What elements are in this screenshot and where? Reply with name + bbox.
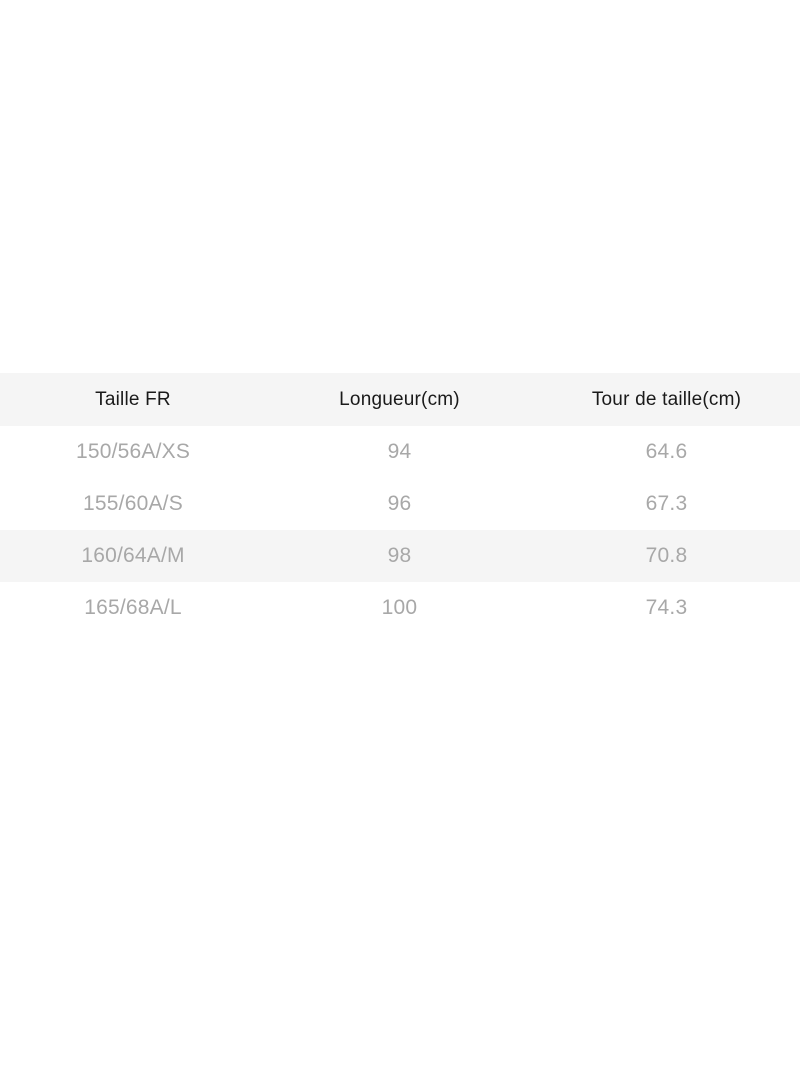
cell-length: 94 [387,440,412,463]
cell-size: 160/64A/M [81,544,185,567]
column-header-waist: Tour de taille(cm) [591,389,742,410]
cell-length: 100 [381,596,418,619]
column-header-length: Longueur(cm) [339,389,460,410]
cell-waist: 67.3 [645,492,688,515]
cell-waist: 70.8 [645,544,688,567]
size-chart-table [0,373,800,634]
column-header-size: Taille FR [95,389,171,410]
cell-length: 96 [387,492,412,515]
size-chart-body [0,426,800,634]
table-row [0,530,800,582]
cell-size: 150/56A/XS [75,440,191,463]
cell-waist: 74.3 [645,596,688,619]
table-row [0,478,800,530]
table-row [0,582,800,634]
cell-size: 165/68A/L [84,596,182,619]
cell-length: 98 [387,544,412,567]
size-chart-header [0,373,800,426]
table-header-row [0,373,800,426]
cell-waist: 64.6 [645,440,688,463]
size-chart-container [0,373,800,634]
table-row [0,426,800,478]
cell-size: 155/60A/S [83,492,183,515]
